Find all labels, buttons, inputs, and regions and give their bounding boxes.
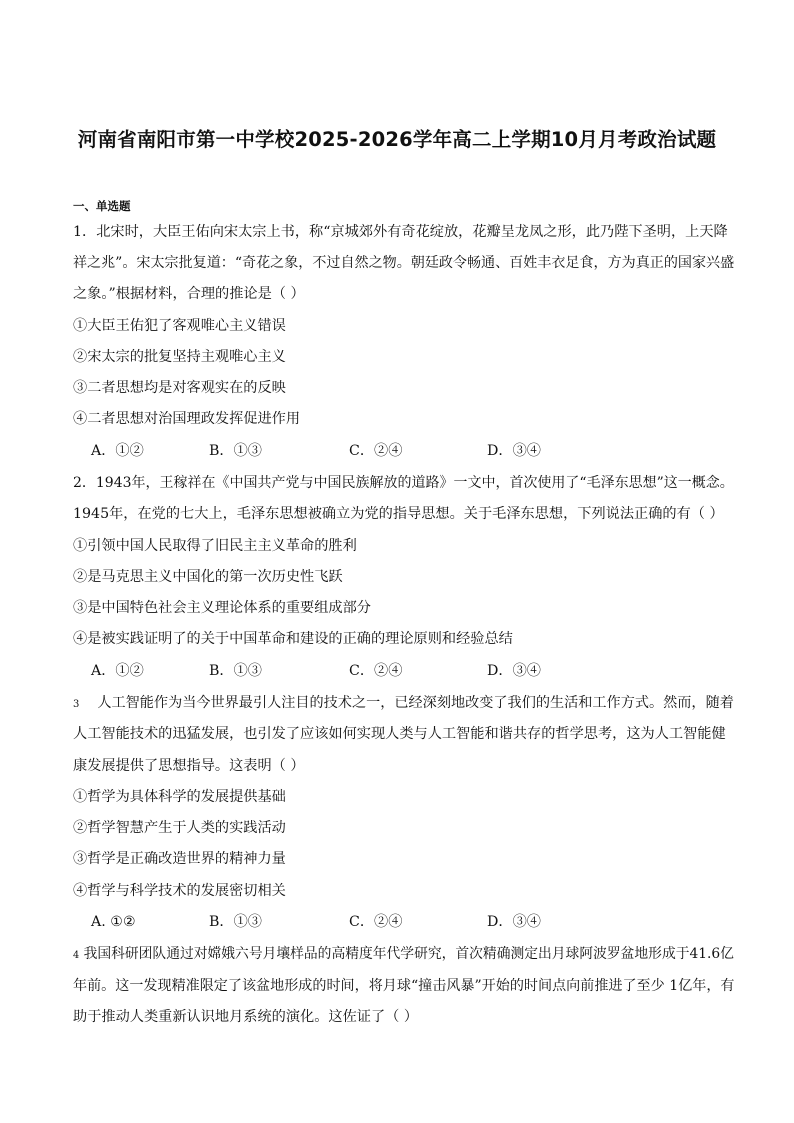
q3-statement-4: ④哲学与科学技术的发展密切相关 [73,883,286,899]
q3-statement-1: ①哲学为具体科学的发展提供基础 [73,789,286,805]
q4-stem-text-1: 我国科研团队通过对嫦娥六号月壤样品的高精度年代学研究，首次精确测定出月球阿波罗盆地形成于41.6亿 [83,946,734,962]
q3-choice-d: D．③④ [487,914,541,930]
exam-title: 河南省南阳市第一中学校2025-2026学年高二上学期10月月考政治试题 [77,128,717,151]
q2-stem-line-1: 2．1943年，王稼祥在《中国共产党与中国民族解放的道路》一文中，首次使用了“毛泽东思想”这一概念。 [73,475,734,491]
q3-stem-line-2: 人工智能技术的迅猛发展，也引发了应该如何实现人类与人工智能和谐共存的哲学思考，这为人工智能健 [73,726,726,742]
q1-statement-2: ②宋太宗的批复坚持主观唯心主义 [73,349,286,365]
q2-statement-2: ②是马克思主义中国化的第一次历史性飞跃 [73,569,343,585]
q2-choice-a: A．①② [91,663,144,679]
q3-stem-line-1 [73,693,734,715]
q2-choice-d: D．③④ [487,663,541,679]
q2-choice-c: C．②④ [349,663,403,679]
q1-stem-line-1: 1．北宋时，大臣王佑向宋太宗上书，称“京城郊外有奇花绽放，花瓣呈龙凤之形，此乃陛下圣明，上天降 [73,224,728,240]
q2-statement-4: ④是被实践证明了的关于中国革命和建设的正确的理论原则和经验总结 [73,631,513,647]
q3-choices [91,912,571,932]
q2-stem-line-2: 1945年，在党的七大上，毛泽东思想被确立为党的指导思想。关于毛泽东思想，下列说法正确的有（ ） [73,506,724,522]
q1-statement-1: ①大臣王佑犯了客观唯心主义错误 [73,318,286,334]
q3-number: 3 [73,699,80,710]
q4-number: 4 [73,950,80,961]
q1-statement-3: ③二者思想均是对客观实在的反映 [73,380,286,396]
q4-stem-line-3: 助于推动人类重新认识地月系统的演化。这佐证了（ ） [73,1009,419,1025]
q1-statement-4: ④二者思想对治国理政发挥促进作用 [73,411,301,427]
q1-stem-line-3: 之象。”根据材料，合理的推论是（ ） [73,286,305,302]
q4-stem-line-2: 年前。这一发现精准限定了该盆地形成的时间，将月球“撞击风暴”开始的时间点向前推进了至少 1亿年，有 [73,978,735,994]
q3-choice-b: B．①③ [209,914,262,930]
q3-choice-c: C．②④ [349,914,403,930]
q3-statement-2: ②哲学智慧产生于人类的实践活动 [73,820,286,836]
q2-statement-1: ①引领中国人民取得了旧民主主义革命的胜利 [73,538,357,554]
section-heading: 一、单选题 [73,199,131,213]
q3-statement-3: ③哲学是正确改造世界的精神力量 [73,851,286,867]
q1-choice-b: B．①③ [209,443,262,459]
q2-choice-b: B．①③ [209,663,262,679]
q1-choice-a: A．①② [91,443,144,459]
q2-statement-3: ③是中国特色社会主义理论体系的重要组成部分 [73,600,371,616]
q1-stem-line-2: 祥之兆”。宋太宗批复道：“奇花之象，不过自然之物。朝廷政令畅通、百姓丰衣足食，方为真正的国家兴盛 [73,255,735,271]
q4-stem-line-1 [73,944,734,966]
q1-choice-d: D．③④ [487,443,541,459]
q3-stem-text-1: 人工智能作为当今世界最引人注目的技术之一，已经深刻地改变了我们的生活和工作方式。然而，随着 [97,695,734,711]
q2-choices [91,661,571,681]
q3-stem-line-3: 康发展提供了思想指导。这表明（ ） [73,758,305,774]
q3-choice-a: A. ①② [91,914,136,930]
q1-choice-c: C．②④ [349,443,403,459]
q1-choices [91,441,571,461]
